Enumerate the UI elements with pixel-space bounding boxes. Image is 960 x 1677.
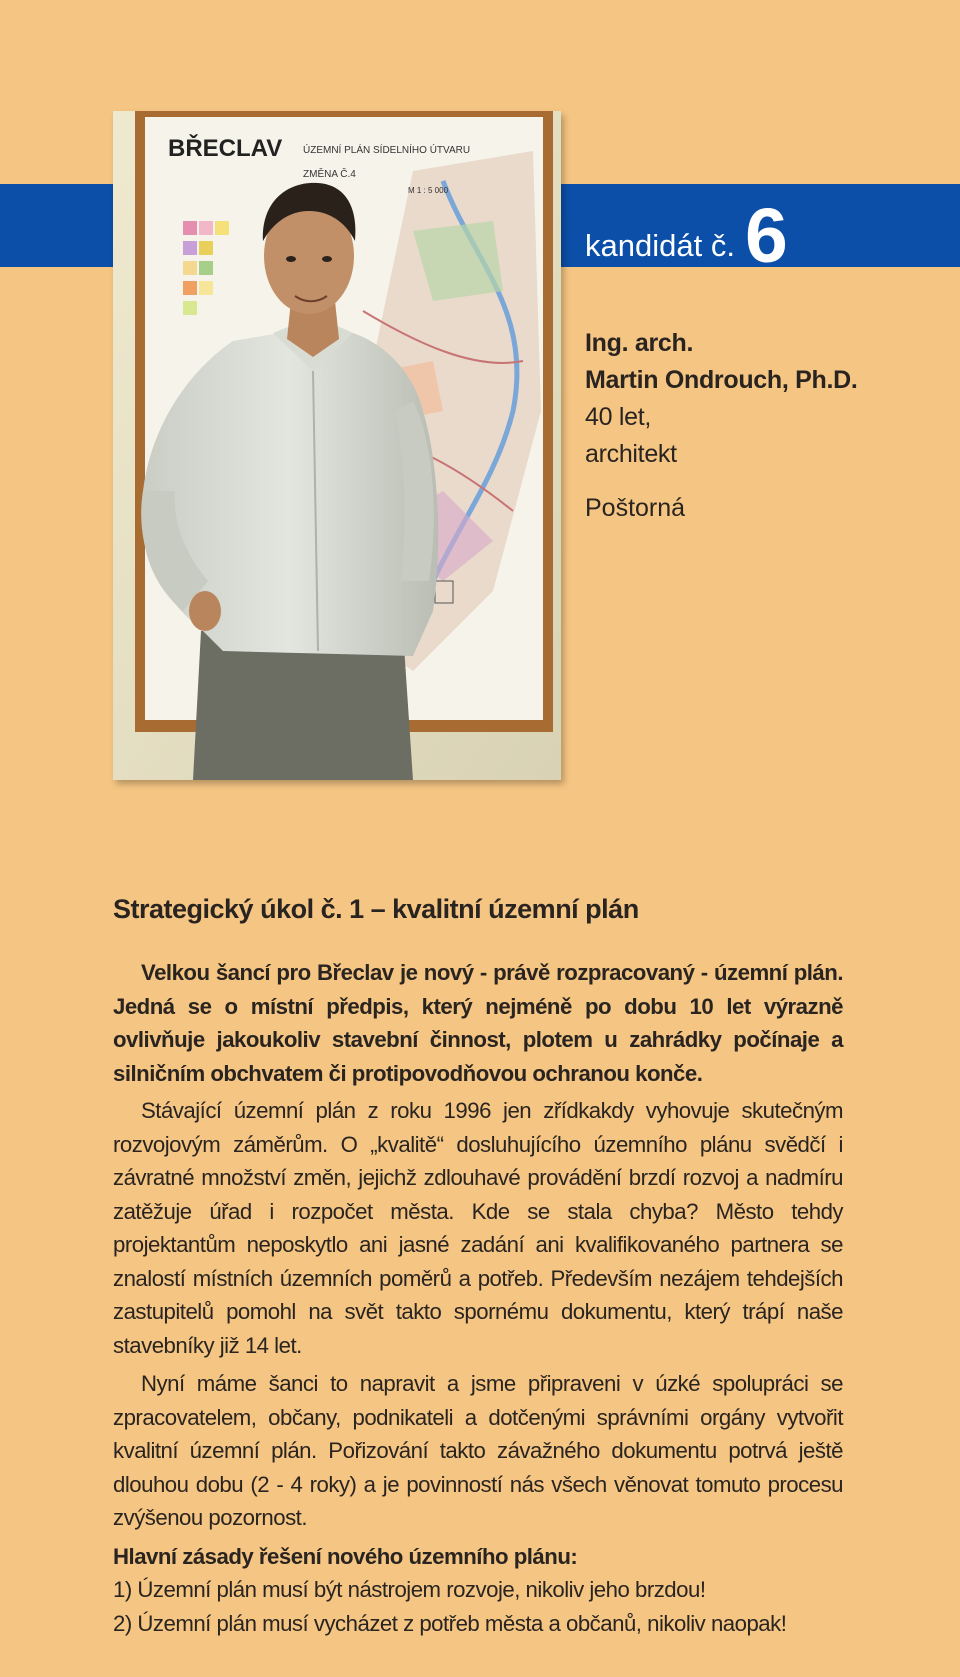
candidate-label xyxy=(585,184,788,279)
article-lead: Velkou šancí pro Břeclav je nový - právě rozpracovaný - územní plán. Jedná se o místní předpis, který nejméně po dobu 10 let výrazně ovlivňuje jakoukoliv stavební činnost, plotem u zahrádky počínaje a silničním obchvatem či protipovodňovou ochranou konče. xyxy=(113,960,843,1086)
principles-heading: Hlavní zásady řešení nového územního plánu: xyxy=(113,1543,578,1569)
article-heading: Strategický úkol č. 1 – kvalitní územní plán xyxy=(113,894,639,924)
article xyxy=(113,892,843,1640)
article-paragraph: Nyní máme šanci to napravit a jsme připraveni v úzké spolupráci se zpracovatelem, občany, podnikateli a dotčenými správními orgány vytvořit kvalitní územní plán. Pořizování takto závažného dokumentu potrvá ještě dlouhou dobu (2 - 4 roky) a je povinností nás všech věnovat tomuto procesu zvýšenou pozornost. xyxy=(113,1371,843,1530)
candidate-photo xyxy=(113,111,561,780)
principle-item: 1) Územní plán musí být nástrojem rozvoje, nikoliv jeho brzdou! xyxy=(113,1577,706,1602)
candidate-title: Ing. arch. xyxy=(585,329,694,357)
map-subtitle: ÚZEMNÍ PLÁN SÍDELNÍHO ÚTVARU xyxy=(303,145,471,156)
article-paragraph: Stávající územní plán z roku 1996 jen zřídkakdy vyhovuje skutečným rozvojovým záměrům. O „kvalitě“ dosluhujícího územního plánu svědčí i závratné množství změn, jejichž zdlouhavé provádění brzdí rozvoj a nadmíru zatěžuje úřad i rozpočet města. Kde se stala chyba? Město tehdy projektantům neposkytlo ani jasné zadání ani kvalifikovaného partnera se znalostí místních územních poměrů a potřeb. Především nezájem tehdejších zastupitelů pomohl na svět takto spornému dokumentu, který trápí naše stavebníky již 14 let. xyxy=(113,1098,843,1358)
candidate-profession: architekt xyxy=(585,440,677,468)
map-title: BŘECLAV xyxy=(168,135,283,162)
candidate-info xyxy=(585,325,935,527)
candidate-number: 6 xyxy=(744,193,788,279)
principle-item: 2) Územní plán musí vycházet z potřeb města a občanů, nikoliv naopak! xyxy=(113,1610,787,1636)
candidate-place: Poštorná xyxy=(585,494,686,522)
candidate-name: Martin Ondrouch, Ph.D. xyxy=(585,366,858,394)
map-scale: M 1 : 5 000 xyxy=(408,186,449,195)
map-change: ZMĚNA Č.4 xyxy=(303,169,356,180)
candidate-age: 40 let, xyxy=(585,403,652,431)
candidate-word: kandidát č. xyxy=(585,228,735,263)
